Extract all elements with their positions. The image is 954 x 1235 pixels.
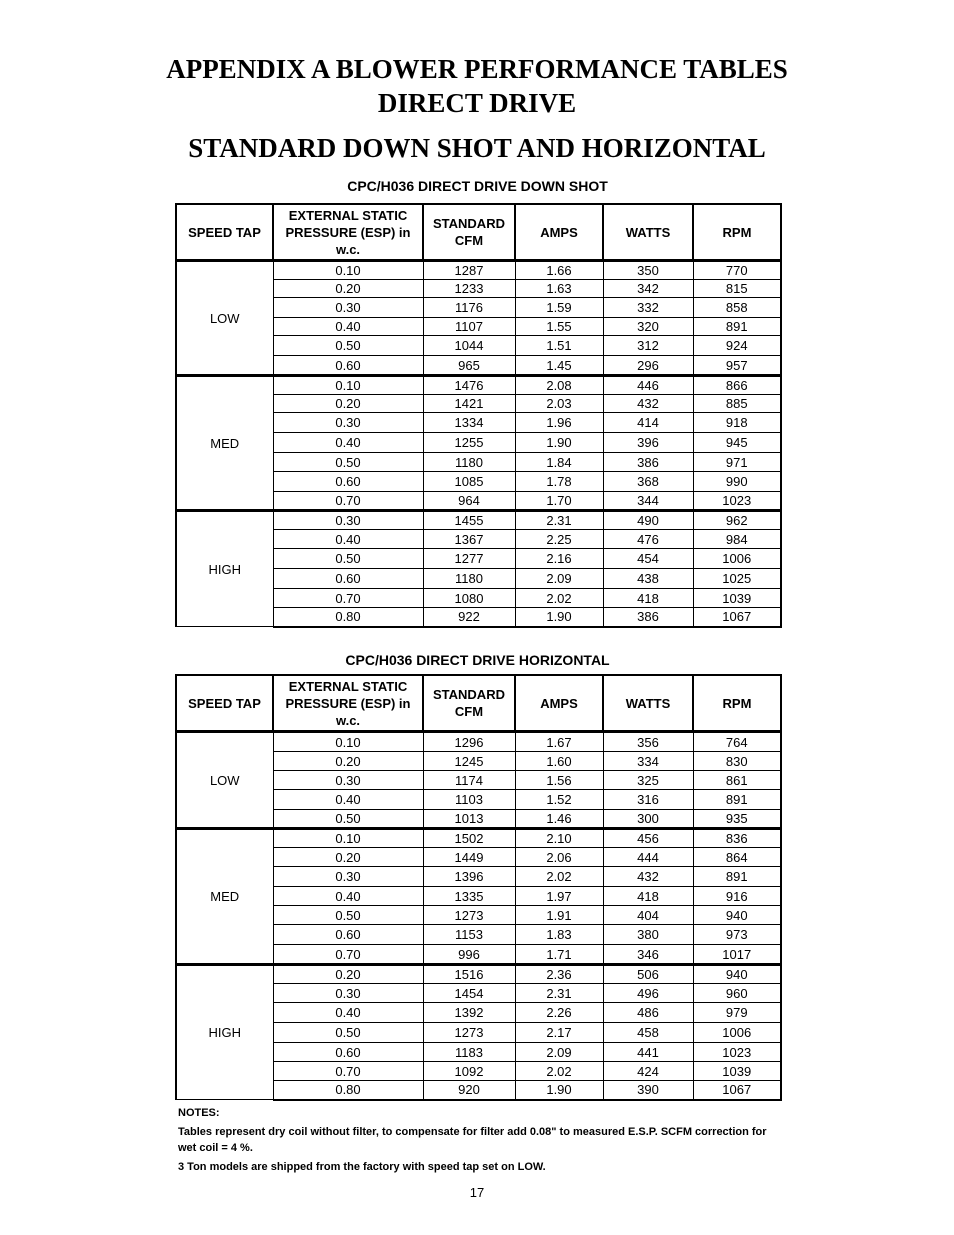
watts-cell: 396 bbox=[603, 433, 693, 453]
amps-cell: 1.60 bbox=[515, 752, 603, 771]
cfm-cell: 1183 bbox=[423, 1043, 515, 1062]
esp-cell: 0.30 bbox=[273, 511, 423, 530]
amps-cell: 1.56 bbox=[515, 771, 603, 790]
cfm-cell: 1085 bbox=[423, 472, 515, 492]
title-line-2: DIRECT DRIVE bbox=[377, 88, 577, 118]
header-row bbox=[176, 675, 781, 732]
watts-cell: 438 bbox=[603, 569, 693, 589]
watts-cell: 506 bbox=[603, 965, 693, 984]
esp-cell: 0.50 bbox=[273, 549, 423, 569]
rpm-cell: 891 bbox=[693, 318, 781, 336]
rpm-cell: 1006 bbox=[693, 1023, 781, 1043]
speed-tap-med: MED bbox=[176, 376, 273, 511]
watts-cell: 325 bbox=[603, 771, 693, 790]
amps-cell: 2.03 bbox=[515, 395, 603, 413]
watts-cell: 356 bbox=[603, 732, 693, 752]
watts-cell: 312 bbox=[603, 336, 693, 356]
header-speed-tap: SPEED TAP bbox=[176, 675, 273, 732]
esp-cell: 0.60 bbox=[273, 472, 423, 492]
amps-cell: 2.17 bbox=[515, 1023, 603, 1043]
header-speed-tap: SPEED TAP bbox=[176, 204, 273, 261]
watts-cell: 486 bbox=[603, 1003, 693, 1023]
rpm-cell: 891 bbox=[693, 790, 781, 810]
cfm-cell: 1455 bbox=[423, 511, 515, 530]
rpm-cell: 1023 bbox=[693, 1043, 781, 1062]
rpm-cell: 918 bbox=[693, 413, 781, 433]
rpm-cell: 979 bbox=[693, 1003, 781, 1023]
esp-cell: 0.40 bbox=[273, 1003, 423, 1023]
rpm-cell: 940 bbox=[693, 965, 781, 984]
cfm-cell: 1176 bbox=[423, 298, 515, 318]
appendix-title bbox=[0, 52, 954, 120]
table-row bbox=[176, 511, 781, 530]
rpm-cell: 971 bbox=[693, 453, 781, 472]
amps-cell: 2.02 bbox=[515, 1062, 603, 1081]
amps-cell: 2.25 bbox=[515, 530, 603, 549]
cfm-cell: 1334 bbox=[423, 413, 515, 433]
watts-cell: 446 bbox=[603, 376, 693, 395]
cfm-cell: 1476 bbox=[423, 376, 515, 395]
amps-cell: 2.09 bbox=[515, 1043, 603, 1062]
rpm-cell: 1025 bbox=[693, 569, 781, 589]
cfm-cell: 1392 bbox=[423, 1003, 515, 1023]
watts-cell: 458 bbox=[603, 1023, 693, 1043]
amps-cell: 2.31 bbox=[515, 984, 603, 1003]
amps-cell: 2.08 bbox=[515, 376, 603, 395]
amps-cell: 1.59 bbox=[515, 298, 603, 318]
esp-cell: 0.20 bbox=[273, 965, 423, 984]
cfm-cell: 1454 bbox=[423, 984, 515, 1003]
cfm-cell: 1277 bbox=[423, 549, 515, 569]
esp-cell: 0.30 bbox=[273, 984, 423, 1003]
esp-cell: 0.20 bbox=[273, 395, 423, 413]
table-row bbox=[176, 732, 781, 752]
amps-cell: 1.66 bbox=[515, 261, 603, 280]
watts-cell: 476 bbox=[603, 530, 693, 549]
downshot-performance-table bbox=[175, 203, 782, 628]
watts-cell: 346 bbox=[603, 945, 693, 965]
esp-cell: 0.60 bbox=[273, 356, 423, 376]
amps-cell: 2.06 bbox=[515, 848, 603, 867]
amps-cell: 1.90 bbox=[515, 608, 603, 627]
watts-cell: 404 bbox=[603, 906, 693, 925]
rpm-cell: 935 bbox=[693, 810, 781, 829]
cfm-cell: 1335 bbox=[423, 887, 515, 906]
rpm-cell: 1006 bbox=[693, 549, 781, 569]
rpm-cell: 960 bbox=[693, 984, 781, 1003]
watts-cell: 490 bbox=[603, 511, 693, 530]
esp-cell: 0.30 bbox=[273, 867, 423, 887]
cfm-cell: 1273 bbox=[423, 1023, 515, 1043]
watts-cell: 316 bbox=[603, 790, 693, 810]
header-row bbox=[176, 204, 781, 261]
cfm-cell: 1180 bbox=[423, 453, 515, 472]
esp-cell: 0.70 bbox=[273, 1062, 423, 1081]
cfm-cell: 964 bbox=[423, 492, 515, 511]
esp-cell: 0.30 bbox=[273, 413, 423, 433]
table-row bbox=[176, 829, 781, 848]
downshot-table-caption: CPC/H036 DIRECT DRIVE DOWN SHOT bbox=[347, 178, 608, 194]
cfm-cell: 996 bbox=[423, 945, 515, 965]
title-line-1: APPENDIX A BLOWER PERFORMANCE TABLES bbox=[166, 54, 788, 84]
section-title: STANDARD DOWN SHOT AND HORIZONTAL bbox=[188, 133, 766, 163]
rpm-cell: 830 bbox=[693, 752, 781, 771]
cfm-cell: 965 bbox=[423, 356, 515, 376]
header-amps: AMPS bbox=[515, 675, 603, 732]
watts-cell: 444 bbox=[603, 848, 693, 867]
esp-cell: 0.80 bbox=[273, 1081, 423, 1100]
header-rpm: RPM bbox=[693, 675, 781, 732]
speed-tap-low: LOW bbox=[176, 261, 273, 376]
cfm-cell: 1396 bbox=[423, 867, 515, 887]
cfm-cell: 1245 bbox=[423, 752, 515, 771]
cfm-cell: 920 bbox=[423, 1081, 515, 1100]
speed-tap-med: MED bbox=[176, 829, 273, 965]
watts-cell: 380 bbox=[603, 925, 693, 945]
notes-block bbox=[178, 1105, 778, 1178]
header-standard-cfm: STANDARD CFM bbox=[423, 675, 515, 732]
header-watts: WATTS bbox=[603, 675, 693, 732]
cfm-cell: 1080 bbox=[423, 589, 515, 608]
esp-cell: 0.30 bbox=[273, 771, 423, 790]
page-number: 17 bbox=[469, 1185, 485, 1200]
rpm-cell: 770 bbox=[693, 261, 781, 280]
watts-cell: 414 bbox=[603, 413, 693, 433]
watts-cell: 296 bbox=[603, 356, 693, 376]
amps-cell: 1.45 bbox=[515, 356, 603, 376]
rpm-cell: 916 bbox=[693, 887, 781, 906]
esp-cell: 0.50 bbox=[273, 906, 423, 925]
rpm-cell: 1067 bbox=[693, 1081, 781, 1100]
watts-cell: 344 bbox=[603, 492, 693, 511]
cfm-cell: 1421 bbox=[423, 395, 515, 413]
rpm-cell: 885 bbox=[693, 395, 781, 413]
rpm-cell: 945 bbox=[693, 433, 781, 453]
esp-cell: 0.40 bbox=[273, 887, 423, 906]
amps-cell: 1.51 bbox=[515, 336, 603, 356]
cfm-cell: 1502 bbox=[423, 829, 515, 848]
watts-cell: 386 bbox=[603, 608, 693, 627]
watts-cell: 334 bbox=[603, 752, 693, 771]
speed-tap-high: HIGH bbox=[176, 965, 273, 1100]
esp-cell: 0.30 bbox=[273, 298, 423, 318]
header-esp: EXTERNAL STATIC PRESSURE (ESP) in w.c. bbox=[273, 675, 423, 732]
watts-cell: 432 bbox=[603, 395, 693, 413]
cfm-cell: 1092 bbox=[423, 1062, 515, 1081]
amps-cell: 2.26 bbox=[515, 1003, 603, 1023]
watts-cell: 424 bbox=[603, 1062, 693, 1081]
watts-cell: 368 bbox=[603, 472, 693, 492]
cfm-cell: 922 bbox=[423, 608, 515, 627]
amps-cell: 1.96 bbox=[515, 413, 603, 433]
cfm-cell: 1255 bbox=[423, 433, 515, 453]
header-rpm: RPM bbox=[693, 204, 781, 261]
amps-cell: 2.09 bbox=[515, 569, 603, 589]
esp-cell: 0.50 bbox=[273, 453, 423, 472]
cfm-cell: 1367 bbox=[423, 530, 515, 549]
amps-cell: 1.46 bbox=[515, 810, 603, 829]
esp-cell: 0.60 bbox=[273, 925, 423, 945]
header-standard-cfm: STANDARD CFM bbox=[423, 204, 515, 261]
cfm-cell: 1449 bbox=[423, 848, 515, 867]
header-esp: EXTERNAL STATIC PRESSURE (ESP) in w.c. bbox=[273, 204, 423, 261]
cfm-cell: 1296 bbox=[423, 732, 515, 752]
amps-cell: 1.97 bbox=[515, 887, 603, 906]
horizontal-performance-table bbox=[175, 674, 782, 1101]
esp-cell: 0.70 bbox=[273, 589, 423, 608]
watts-cell: 432 bbox=[603, 867, 693, 887]
rpm-cell: 1039 bbox=[693, 589, 781, 608]
rpm-cell: 984 bbox=[693, 530, 781, 549]
watts-cell: 496 bbox=[603, 984, 693, 1003]
cfm-cell: 1103 bbox=[423, 790, 515, 810]
watts-cell: 342 bbox=[603, 280, 693, 298]
cfm-cell: 1107 bbox=[423, 318, 515, 336]
amps-cell: 1.90 bbox=[515, 1081, 603, 1100]
table-row bbox=[176, 965, 781, 984]
speed-tap-low: LOW bbox=[176, 732, 273, 829]
amps-cell: 1.90 bbox=[515, 433, 603, 453]
esp-cell: 0.70 bbox=[273, 945, 423, 965]
amps-cell: 2.02 bbox=[515, 867, 603, 887]
note-item: Tables represent dry coil without filter, to compensate for filter add 0.08" to measured E.S.P. SCFM correction for wet coil = 4 %. bbox=[178, 1126, 767, 1154]
cfm-cell: 1013 bbox=[423, 810, 515, 829]
esp-cell: 0.60 bbox=[273, 1043, 423, 1062]
esp-cell: 0.50 bbox=[273, 1023, 423, 1043]
esp-cell: 0.40 bbox=[273, 790, 423, 810]
esp-cell: 0.10 bbox=[273, 261, 423, 280]
amps-cell: 1.70 bbox=[515, 492, 603, 511]
esp-cell: 0.20 bbox=[273, 752, 423, 771]
rpm-cell: 990 bbox=[693, 472, 781, 492]
amps-cell: 2.36 bbox=[515, 965, 603, 984]
amps-cell: 2.10 bbox=[515, 829, 603, 848]
cfm-cell: 1287 bbox=[423, 261, 515, 280]
table-row bbox=[176, 376, 781, 395]
watts-cell: 456 bbox=[603, 829, 693, 848]
rpm-cell: 924 bbox=[693, 336, 781, 356]
amps-cell: 2.02 bbox=[515, 589, 603, 608]
notes-label: NOTES: bbox=[178, 1107, 220, 1119]
cfm-cell: 1516 bbox=[423, 965, 515, 984]
rpm-cell: 764 bbox=[693, 732, 781, 752]
watts-cell: 418 bbox=[603, 887, 693, 906]
amps-cell: 2.16 bbox=[515, 549, 603, 569]
header-amps: AMPS bbox=[515, 204, 603, 261]
watts-cell: 350 bbox=[603, 261, 693, 280]
rpm-cell: 962 bbox=[693, 511, 781, 530]
esp-cell: 0.60 bbox=[273, 569, 423, 589]
watts-cell: 320 bbox=[603, 318, 693, 336]
rpm-cell: 957 bbox=[693, 356, 781, 376]
amps-cell: 2.31 bbox=[515, 511, 603, 530]
esp-cell: 0.40 bbox=[273, 530, 423, 549]
amps-cell: 1.83 bbox=[515, 925, 603, 945]
table-row bbox=[176, 261, 781, 280]
amps-cell: 1.55 bbox=[515, 318, 603, 336]
watts-cell: 441 bbox=[603, 1043, 693, 1062]
amps-cell: 1.52 bbox=[515, 790, 603, 810]
cfm-cell: 1153 bbox=[423, 925, 515, 945]
rpm-cell: 815 bbox=[693, 280, 781, 298]
horizontal-table-caption: CPC/H036 DIRECT DRIVE HORIZONTAL bbox=[345, 652, 610, 668]
esp-cell: 0.40 bbox=[273, 433, 423, 453]
watts-cell: 390 bbox=[603, 1081, 693, 1100]
rpm-cell: 864 bbox=[693, 848, 781, 867]
rpm-cell: 891 bbox=[693, 867, 781, 887]
cfm-cell: 1044 bbox=[423, 336, 515, 356]
amps-cell: 1.78 bbox=[515, 472, 603, 492]
rpm-cell: 836 bbox=[693, 829, 781, 848]
rpm-cell: 1039 bbox=[693, 1062, 781, 1081]
cfm-cell: 1233 bbox=[423, 280, 515, 298]
speed-tap-high: HIGH bbox=[176, 511, 273, 627]
watts-cell: 454 bbox=[603, 549, 693, 569]
rpm-cell: 940 bbox=[693, 906, 781, 925]
amps-cell: 1.91 bbox=[515, 906, 603, 925]
rpm-cell: 866 bbox=[693, 376, 781, 395]
amps-cell: 1.67 bbox=[515, 732, 603, 752]
rpm-cell: 973 bbox=[693, 925, 781, 945]
watts-cell: 418 bbox=[603, 589, 693, 608]
esp-cell: 0.10 bbox=[273, 376, 423, 395]
cfm-cell: 1273 bbox=[423, 906, 515, 925]
esp-cell: 0.80 bbox=[273, 608, 423, 627]
watts-cell: 300 bbox=[603, 810, 693, 829]
esp-cell: 0.50 bbox=[273, 336, 423, 356]
cfm-cell: 1174 bbox=[423, 771, 515, 790]
esp-cell: 0.10 bbox=[273, 732, 423, 752]
cfm-cell: 1180 bbox=[423, 569, 515, 589]
watts-cell: 386 bbox=[603, 453, 693, 472]
rpm-cell: 1017 bbox=[693, 945, 781, 965]
header-watts: WATTS bbox=[603, 204, 693, 261]
esp-cell: 0.70 bbox=[273, 492, 423, 511]
rpm-cell: 858 bbox=[693, 298, 781, 318]
esp-cell: 0.50 bbox=[273, 810, 423, 829]
esp-cell: 0.20 bbox=[273, 280, 423, 298]
note-item: 3 Ton models are shipped from the factory with speed tap set on LOW. bbox=[178, 1161, 546, 1173]
amps-cell: 1.71 bbox=[515, 945, 603, 965]
amps-cell: 1.63 bbox=[515, 280, 603, 298]
watts-cell: 332 bbox=[603, 298, 693, 318]
rpm-cell: 1023 bbox=[693, 492, 781, 511]
amps-cell: 1.84 bbox=[515, 453, 603, 472]
rpm-cell: 861 bbox=[693, 771, 781, 790]
esp-cell: 0.40 bbox=[273, 318, 423, 336]
rpm-cell: 1067 bbox=[693, 608, 781, 627]
esp-cell: 0.10 bbox=[273, 829, 423, 848]
esp-cell: 0.20 bbox=[273, 848, 423, 867]
